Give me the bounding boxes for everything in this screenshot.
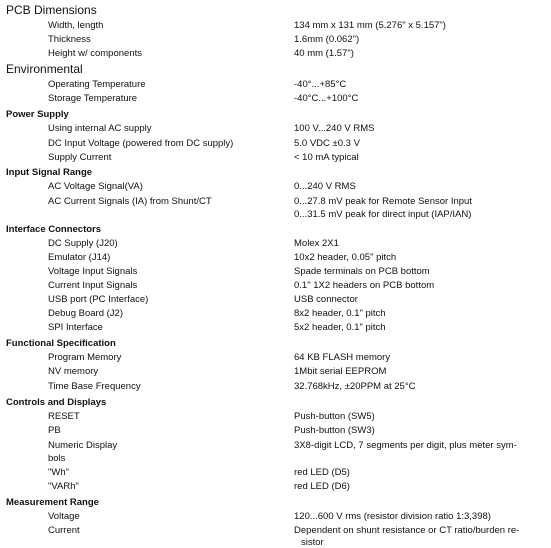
row-value: Dependent on shunt resistance or CT ratio/burden re-	[294, 525, 520, 536]
row-value: 5x2 header, 0.1" pitch	[294, 322, 386, 333]
row-value: 0.1" 1X2 headers on PCB bottom	[294, 280, 435, 291]
row-label: DC Supply (J20)	[48, 238, 118, 249]
row-label: Using internal AC supply	[48, 123, 152, 134]
row-value: red LED (D6)	[294, 481, 350, 492]
row-label: Numeric Display	[48, 440, 118, 451]
row-value: 134 mm x 131 mm (5.276" x 5.157")	[294, 20, 446, 31]
row-label: Debug Board (J2)	[48, 308, 123, 319]
section-title-functional-specification: Functional Specification	[6, 338, 116, 349]
row-value: 100 V...240 V RMS	[294, 123, 375, 134]
section-title-power-supply: Power Supply	[6, 109, 69, 120]
row-label: Height w/ components	[48, 48, 142, 59]
row-value: Molex 2X1	[294, 238, 339, 249]
row-value: Push-button (SW5)	[294, 411, 375, 422]
row-value: 120...600 V rms (resistor division ratio 1:3,398)	[294, 511, 491, 522]
row-label: DC Input Voltage (powered from DC supply)	[48, 138, 234, 149]
row-value: 64 KB FLASH memory	[294, 352, 391, 363]
row-value: 1.6mm (0.062")	[294, 34, 360, 45]
row-value-continued: sistor	[301, 537, 324, 548]
row-value: Spade terminals on PCB bottom	[294, 266, 430, 277]
section-title-controls-and-displays: Controls and Displays	[6, 397, 107, 408]
row-label-continued: bols	[48, 453, 66, 464]
row-label: "Wh"	[48, 467, 69, 478]
row-label: "VARh"	[48, 481, 79, 492]
row-label: NV memory	[48, 366, 99, 377]
row-label: RESET	[48, 411, 80, 422]
row-value: USB connector	[294, 294, 358, 305]
row-label: Thickness	[48, 34, 91, 45]
section-title-environmental: Environmental	[6, 62, 83, 76]
section-title-pcb-dimensions: PCB Dimensions	[6, 3, 97, 17]
row-label: Supply Current	[48, 152, 112, 163]
row-label: Program Memory	[48, 352, 122, 363]
section-title-input-signal-range: Input Signal Range	[6, 167, 93, 178]
row-label: PB	[48, 425, 61, 436]
row-value: 32.768kHz, ±20PPM at 25°C	[294, 381, 416, 392]
row-label: Time Base Frequency	[48, 381, 141, 392]
row-value: red LED (D5)	[294, 467, 350, 478]
row-label: AC Current Signals (IA) from Shunt/CT	[48, 196, 212, 207]
row-label: SPI Interface	[48, 322, 103, 333]
row-label: Current Input Signals	[48, 280, 138, 291]
section-title-measurement-range: Measurement Range	[6, 497, 99, 508]
row-label: Current	[48, 525, 80, 536]
row-value: 10x2 header, 0.05" pitch	[294, 252, 397, 263]
row-value: 0...27.8 mV peak for Remote Sensor Input	[294, 196, 472, 207]
row-label: USB port (PC Interface)	[48, 294, 149, 305]
row-label: Width, length	[48, 20, 104, 31]
row-label: Storage Temperature	[48, 93, 138, 104]
row-value: < 10 mA typical	[294, 152, 359, 163]
row-value: -40°C...+100°C	[294, 93, 359, 104]
row-value: 8x2 header, 0.1" pitch	[294, 308, 386, 319]
section-title-interface-connectors: Interface Connectors	[6, 224, 102, 235]
row-value: 1Mbit serial EEPROM	[294, 366, 387, 377]
row-value: -40°...+85°C	[294, 79, 347, 90]
row-value: 0...240 V RMS	[294, 181, 356, 192]
row-value: 40 mm (1.57")	[294, 48, 354, 59]
row-value: 5.0 VDC ±0.3 V	[294, 138, 360, 149]
row-label: Operating Temperature	[48, 79, 146, 90]
row-label: Voltage	[48, 511, 80, 522]
row-value-continued: 0...31.5 mV peak for direct input (IAP/IAN)	[294, 209, 472, 220]
row-label: AC Voltage Signal(VA)	[48, 181, 143, 192]
row-label: Voltage Input Signals	[48, 266, 138, 277]
row-value: Push-button (SW3)	[294, 425, 375, 436]
row-label: Emulator (J14)	[48, 252, 111, 263]
row-value: 3X8-digit LCD, 7 segments per digit, plus meter sym-	[294, 440, 517, 451]
